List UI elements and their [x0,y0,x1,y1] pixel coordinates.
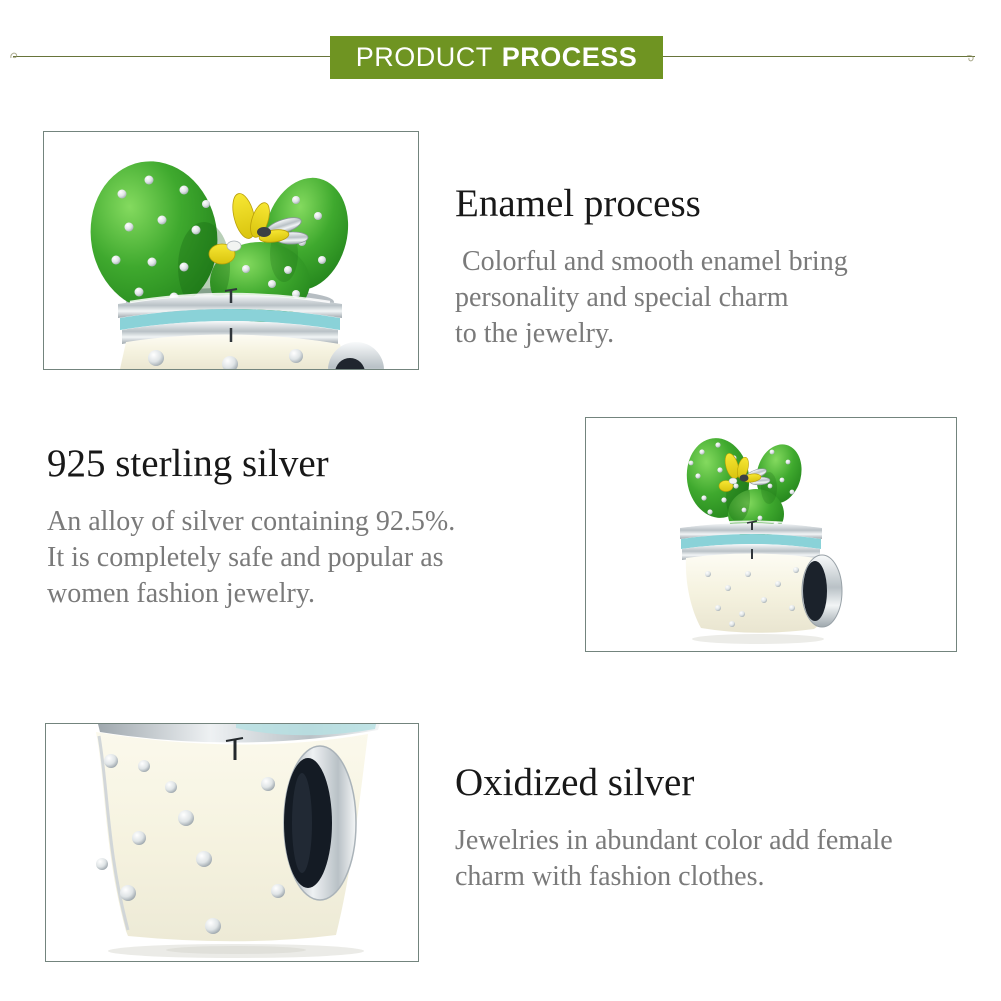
section-sterling-silver-title: 925 sterling silver [47,442,329,485]
section-enamel-title: Enamel process [455,182,701,225]
section-enamel-body [455,244,895,352]
body-line: personality and special charm [455,282,789,313]
section-enamel [455,181,895,352]
body-line: Jewelries in abundant color add female [455,825,893,856]
section-oxidized-silver-title: Oxidized silver [455,761,695,804]
cactus-charm-full-image [586,418,956,651]
cactus-charm-top-closeup-image [44,132,418,369]
banner-label-regular: PRODUCT [355,42,493,72]
rule-end-curl-icon [966,53,976,63]
body-line: women fashion jewelry. [47,578,315,609]
section-oxidized-silver [455,760,935,895]
banner-label-bold: PROCESS [501,42,638,72]
header-banner [330,36,663,79]
rule-end-curl-icon [10,50,20,60]
section-sterling-silver [47,441,517,612]
body-line: An alloy of silver containing 92.5%. [47,506,456,537]
section-sterling-silver-body [47,504,517,612]
body-line: to the jewelry. [455,318,615,349]
charm-pot-closeup-image [46,724,418,961]
section-oxidized-silver-body [455,823,935,895]
image-charm-pot-closeup [45,723,419,962]
body-line: It is completely safe and popular as [47,542,444,573]
body-line: charm with fashion clothes. [455,861,765,892]
image-cactus-charm-full [585,417,957,652]
body-line: Colorful and smooth enamel bring [455,246,848,277]
image-cactus-top-closeup [43,131,419,370]
